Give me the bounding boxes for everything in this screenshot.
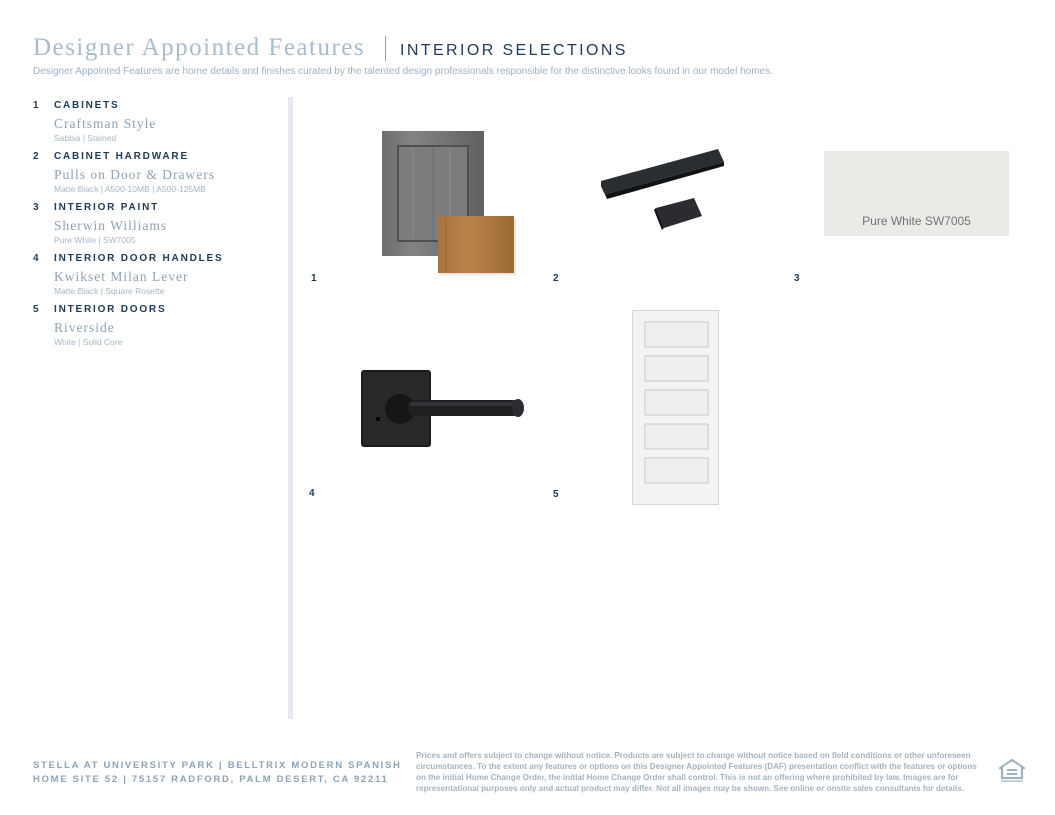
door-lever-image <box>358 366 530 450</box>
item-number: 4 <box>33 253 41 264</box>
item-detail: White | Solid Core <box>54 337 123 347</box>
cabinet-door-image <box>378 126 523 282</box>
equal-housing-opportunity-icon <box>999 758 1025 784</box>
item-category: CABINET HARDWARE <box>54 151 189 162</box>
intro-text: Designer Appointed Features are home details and finishes curated by the talented design professionals responsible for the distinctive looks found in our model homes. <box>33 66 773 77</box>
item-name: Craftsman Style <box>54 116 157 131</box>
image-label-5: 5 <box>553 489 559 500</box>
item-category: INTERIOR DOORS <box>54 304 167 315</box>
community-info <box>33 759 402 787</box>
image-label-4: 4 <box>309 488 315 499</box>
item-name: Kwikset Milan Lever <box>54 269 189 284</box>
item-category: INTERIOR DOOR HANDLES <box>54 253 224 264</box>
item-number: 2 <box>33 151 41 162</box>
item-detail: Sabbia | Stained <box>54 133 117 143</box>
page-subtitle: INTERIOR SELECTIONS <box>400 42 628 59</box>
item-name: Pulls on Door & Drawers <box>54 167 215 182</box>
homesite-line: HOME SITE 52 | 75157 RADFORD, PALM DESERT, CA 92211 <box>33 774 389 785</box>
image-label-1: 1 <box>311 273 317 284</box>
item-category: CABINETS <box>54 100 120 111</box>
item-number: 5 <box>33 304 41 315</box>
item-name: Riverside <box>54 320 115 335</box>
community-line: STELLA AT UNIVERSITY PARK | BELLTRIX MODERN SPANISH <box>33 760 402 771</box>
item-name: Sherwin Williams <box>54 218 168 233</box>
selection-item-cabinets <box>33 100 156 143</box>
item-number: 3 <box>33 202 41 213</box>
selection-item-interior-doors <box>33 304 166 347</box>
interior-door-image <box>632 310 719 505</box>
selection-item-interior-paint <box>33 202 167 245</box>
item-detail: Matte Black | A500-10MB | A500-125MB <box>54 184 206 194</box>
paint-swatch <box>824 151 1009 236</box>
selection-item-cabinet-hardware <box>33 151 215 194</box>
image-label-3: 3 <box>794 273 800 284</box>
selection-item-door-handles <box>33 253 223 296</box>
paint-swatch-label: Pure White SW7005 <box>862 214 971 228</box>
title-divider <box>385 36 386 61</box>
page-title: Designer Appointed Features <box>33 34 366 61</box>
image-label-2: 2 <box>553 273 559 284</box>
disclaimer-text: Prices and offers subject to change without notice. Products are subject to change without notice based on field conditions or other unforeseen circumstances. To the extent any features or options on this Designer Appointed Features (DAF) presentation conflict with the features or options on the initial Home Change Order, the initial Home Change Order shall control. This is not an offering where prohibited by law. Images are for representational purposes only and actual product may differ. Not all images may be shown. See online or onsite sales consultants for details. <box>416 751 977 793</box>
vertical-divider <box>288 97 293 719</box>
item-category: INTERIOR PAINT <box>54 202 160 213</box>
item-number: 1 <box>33 100 41 111</box>
item-detail: Matte Black | Square Rosette <box>54 286 165 296</box>
cabinet-pulls-image <box>598 146 728 232</box>
item-detail: Pure White | SW7005 <box>54 235 136 245</box>
